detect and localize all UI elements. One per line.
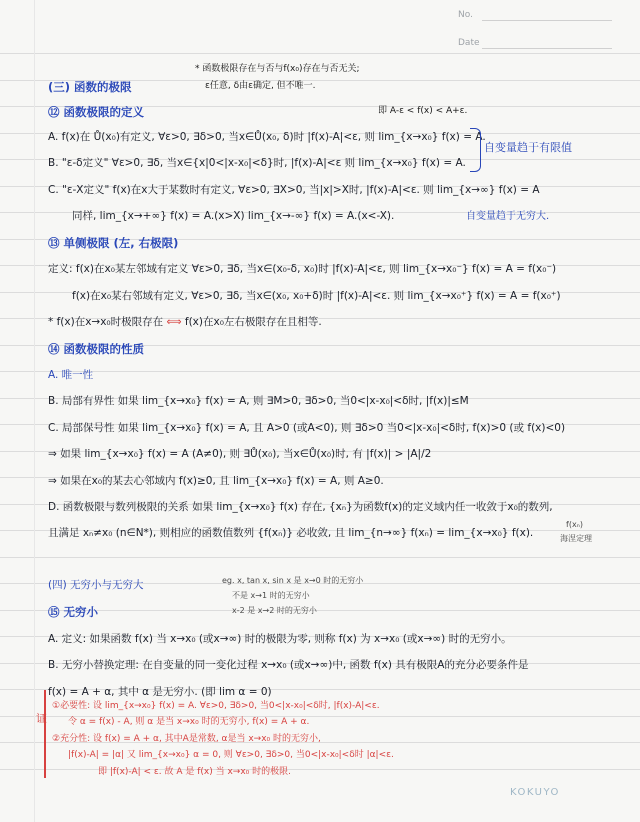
proof-line-2: 令 α = f(x) - A, 则 α 是当 x→x₀ 时的无穷小, f(x) = A + α.: [68, 717, 310, 727]
theorem-line2: f(x) = A + α, 其中 α 是无穷小. (即 lim α = 0): [48, 686, 272, 698]
def-line-c: C. "ε-X定义" f(x)在x大于某数时有定义, ∀ε>0, ∃X>0, 当|x|>X时, |f(x)-A|<ε. 则 lim_{x→∞} f(x) = A: [48, 184, 540, 196]
bracket: [470, 128, 481, 172]
example-3: x-2 是 x→2 时的无穷小: [232, 606, 317, 615]
side-note-c: 自变量趋于无穷大.: [466, 211, 550, 222]
def-right: f(x)在x₀某右邻域有定义, ∀ε>0, ∃δ, 当x∈(x₀, x₀+δ)时 |f(x)-A|<ε. 则 lim_{x→x₀⁺} f(x) = A = f(x₀⁺): [72, 290, 561, 302]
example-2: 不是 x→1 时的无穷小: [232, 591, 310, 600]
ruled-line: [0, 557, 640, 558]
subsection-title: ⑬ 单侧极限 (左, 右极限): [48, 236, 179, 250]
corollary-2: ⇒ 如果在x₀的某去心邻域内 f(x)≥0, 且 lim_{x→x₀} f(x) = A, 则 A≥0.: [48, 475, 384, 487]
side-note-b: 自变量趋于有限值: [484, 141, 572, 154]
property-b: B. 局部有界性 如果 lim_{x→x₀} f(x) = A, 则 ∃M>0, ∃δ>0, 当0<|x-x₀|<δ时, |f(x)|≤M: [48, 395, 469, 407]
subsection-title: ⑫ 函数极限的定义: [48, 105, 145, 119]
corollary-1: ⇒ 如果 lim_{x→x₀} f(x) = A (A≠0), 则 ∃Ů(x₀), 当x∈Ů(x₀)时, 有 |f(x)| > |A|/2: [48, 448, 432, 460]
ruled-line: [0, 371, 640, 372]
proof-line-4: |f(x)-A| = |α| 又 lim_{x→x₀} α = 0, 则 ∀ε>0, ∃δ>0, 当0<|x-x₀|<δ时 |α|<ε.: [68, 750, 394, 760]
subsection-title: ⑭ 函数极限的性质: [48, 342, 145, 356]
property-d1: D. 函数极限与数列极限的关系 如果 lim_{x→x₀} f(x) 存在, {xₙ}为函数f(x)的定义域内任一收敛于x₀的数列,: [48, 501, 553, 513]
proof-line-5: 即 |f(x)-A| < ε. 故 A 是 f(x) 当 x→x₀ 时的极限.: [98, 767, 291, 777]
note-post: f(x)在x₀左右极限存在且相等.: [184, 316, 322, 328]
def-line-b: B. "ε-δ定义" ∀ε>0, ∃δ, 当x∈{x|0<|x-x₀|<δ}时, |f(x)-A|<ε 则 lim_{x→x₀} f(x) = A.: [48, 157, 466, 169]
theorem-line1: B. 无穷小替换定理: 在自变量的同一变化过程 x→x₀ (或x→∞)中, 函数 f(x) 具有极限A的充分必要条件是: [48, 659, 529, 671]
def-line-c2: 同样, lim_{x→+∞} f(x) = A.(x>X) lim_{x→-∞} f(x) = A.(x<-X).: [72, 210, 395, 222]
section-title: (四) 无穷小与无穷大: [48, 579, 144, 591]
example-1: eg. x, tan x, sin x 是 x→0 时的无穷小: [222, 576, 364, 585]
proof-line-1: ①必要性: 设 lim_{x→x₀} f(x) = A. ∀ε>0, ∃δ>0, 当0<|x-x₀|<δ时, |f(x)-A|<ε.: [52, 701, 380, 711]
proof-bar: [44, 690, 46, 778]
ruled-line: [0, 769, 640, 770]
brand-logo: KOKUYO: [510, 787, 560, 798]
note-pre: * f(x)在x→x₀时极限存在: [48, 316, 164, 328]
ruled-line: [0, 53, 640, 54]
proof-line-3: ②充分性: 设 f(x) = A + α, 其中A是常数, α是当 x→x₀ 时的无穷小,: [52, 734, 321, 744]
d-note-1: f(xₙ): [566, 520, 583, 529]
no-field: [458, 10, 473, 20]
top-note-line1: * 函数极限存在与否与f(x₀)存在与否无关;: [195, 64, 360, 74]
top-note-line2: ε任意, δ由ε确定, 但不唯一.: [205, 81, 316, 91]
subsection-title: ⑮ 无穷小: [48, 605, 99, 619]
def-line-a: A. f(x)在 Ů(x₀)有定义, ∀ε>0, ∃δ>0, 当x∈Ů(x₀, δ)时 |f(x)-A|<ε, 则 lim_{x→x₀} f(x) = A.: [48, 131, 486, 143]
d-note-2: 海涅定理: [560, 534, 592, 543]
section-title: (三) 函数的极限: [48, 80, 132, 94]
date-field: [458, 38, 480, 48]
property-c: C. 局部保号性 如果 lim_{x→x₀} f(x) = A, 且 A>0 (或A<0), 则 ∃δ>0 当0<|x-x₀|<δ时, f(x)>0 (或 f(x)<0): [48, 422, 566, 434]
property-d2: 且满足 xₙ≠x₀ (n∈N*), 则相应的函数值数列 {f(xₙ)} 必收敛, 且 lim_{n→∞} f(xₙ) = lim_{x→x₀} f(x).: [48, 527, 534, 539]
equivalence-arrow: ⟺: [166, 316, 182, 328]
annotation: 即 A-ε < f(x) < A+ε.: [378, 106, 468, 116]
date-label: Date: [458, 38, 480, 48]
no-label: No.: [458, 10, 473, 20]
note-line: [48, 316, 322, 329]
infinitesimal-def: A. 定义: 如果函数 f(x) 当 x→x₀ (或x→∞) 时的极限为零, 则称 f(x) 为 x→x₀ (或x→∞) 时的无穷小。: [48, 633, 512, 645]
property-a: A. 唯一性: [48, 369, 94, 381]
def-left: 定义: f(x)在x₀某左邻域有定义 ∀ε>0, ∃δ, 当x∈(x₀-δ, x₀)时 |f(x)-A|<ε, 则 lim_{x→x₀⁻} f(x) = A = f(x₀⁻): [48, 263, 557, 275]
proof-label: 证: [36, 712, 47, 725]
margin-line: [34, 0, 35, 822]
